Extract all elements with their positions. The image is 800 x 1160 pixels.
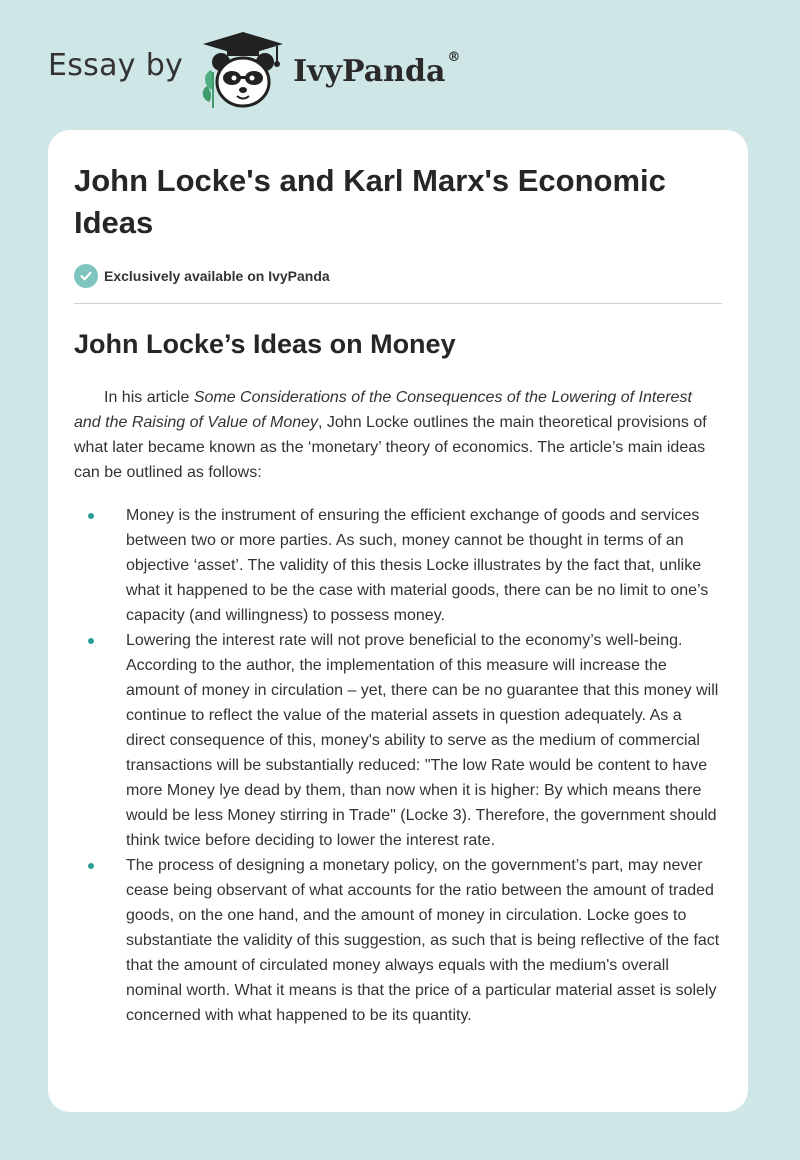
site-header bbox=[48, 28, 460, 112]
brand-name-text: IvyPanda bbox=[293, 53, 446, 89]
list-item-text: The process of designing a monetary policy, on the government’s part, may never cease being observant of what accounts for the ratio between the amount of traded goods, on the one hand, and the amount of money in circulation. Locke goes to substantiate the validity of this suggestion, as such that is being reflective of the fact that the amount of circulated money always equals with the medium's overall nominal worth. What it means is that the price of a particular material asset is solely concerned with what happened to be its quantity. bbox=[126, 857, 720, 1024]
exclusive-badge bbox=[74, 264, 330, 288]
intro-paragraph bbox=[74, 385, 722, 485]
bullet-dot-icon bbox=[88, 863, 94, 869]
checkmark-icon bbox=[79, 269, 93, 283]
intro-text-start: In his article bbox=[104, 389, 194, 406]
exclusive-badge-text: Exclusively available on IvyPanda bbox=[104, 268, 330, 284]
panda-graduate-logo-icon[interactable] bbox=[197, 28, 289, 112]
brand-name[interactable] bbox=[293, 49, 461, 89]
article-card bbox=[48, 130, 748, 1112]
list-item bbox=[74, 503, 722, 628]
article-citation-title: Some Considerations of the Consequences of the Lowering of Interest and the Raising of Value of Money bbox=[74, 389, 692, 431]
essay-by-label: Essay by bbox=[48, 47, 184, 83]
intro-text-end: , John Locke outlines the main theoretical provisions of what later became known as the ‘monetary’ theory of economics. The article’s main ideas can be outlined as follows: bbox=[74, 414, 707, 481]
page-title: John Locke's and Karl Marx's Economic Ideas bbox=[74, 163, 666, 240]
section-heading: John Locke’s Ideas on Money bbox=[74, 329, 456, 359]
list-item-text: Money is the instrument of ensuring the efficient exchange of goods and services between two or more parties. As such, money cannot be thought in terms of an objective ‘asset’. The validity of this thesis Locke illustrates by the fact that, unlike what it happened to be the case with material goods, there can be no limit to one’s capacity (and willingness) to possess money. bbox=[126, 507, 709, 624]
divider bbox=[74, 303, 722, 304]
list-item bbox=[74, 628, 722, 853]
check-circle-icon bbox=[74, 264, 98, 288]
bullet-list bbox=[74, 503, 722, 1028]
registered-mark: ® bbox=[447, 49, 461, 65]
bullet-dot-icon bbox=[88, 638, 94, 644]
bullet-dot-icon bbox=[88, 513, 94, 519]
list-item bbox=[74, 853, 722, 1028]
list-item-text: Lowering the interest rate will not prove beneficial to the economy’s well-being. According to the author, the implementation of this measure will increase the amount of money in circulation – yet, there can be no guarantee that this money will continue to reflect the value of the material assets in question adequately. As a direct consequence of this, money's ability to serve as the medium of commercial transactions will be substantially reduced: "The low Rate would be content to have more Money lye dead by them, than now when it is higher: By which means there would be less Money stirring in Trade" (Locke 3). Therefore, the government should think twice before deciding to lower the interest rate. bbox=[126, 632, 719, 849]
